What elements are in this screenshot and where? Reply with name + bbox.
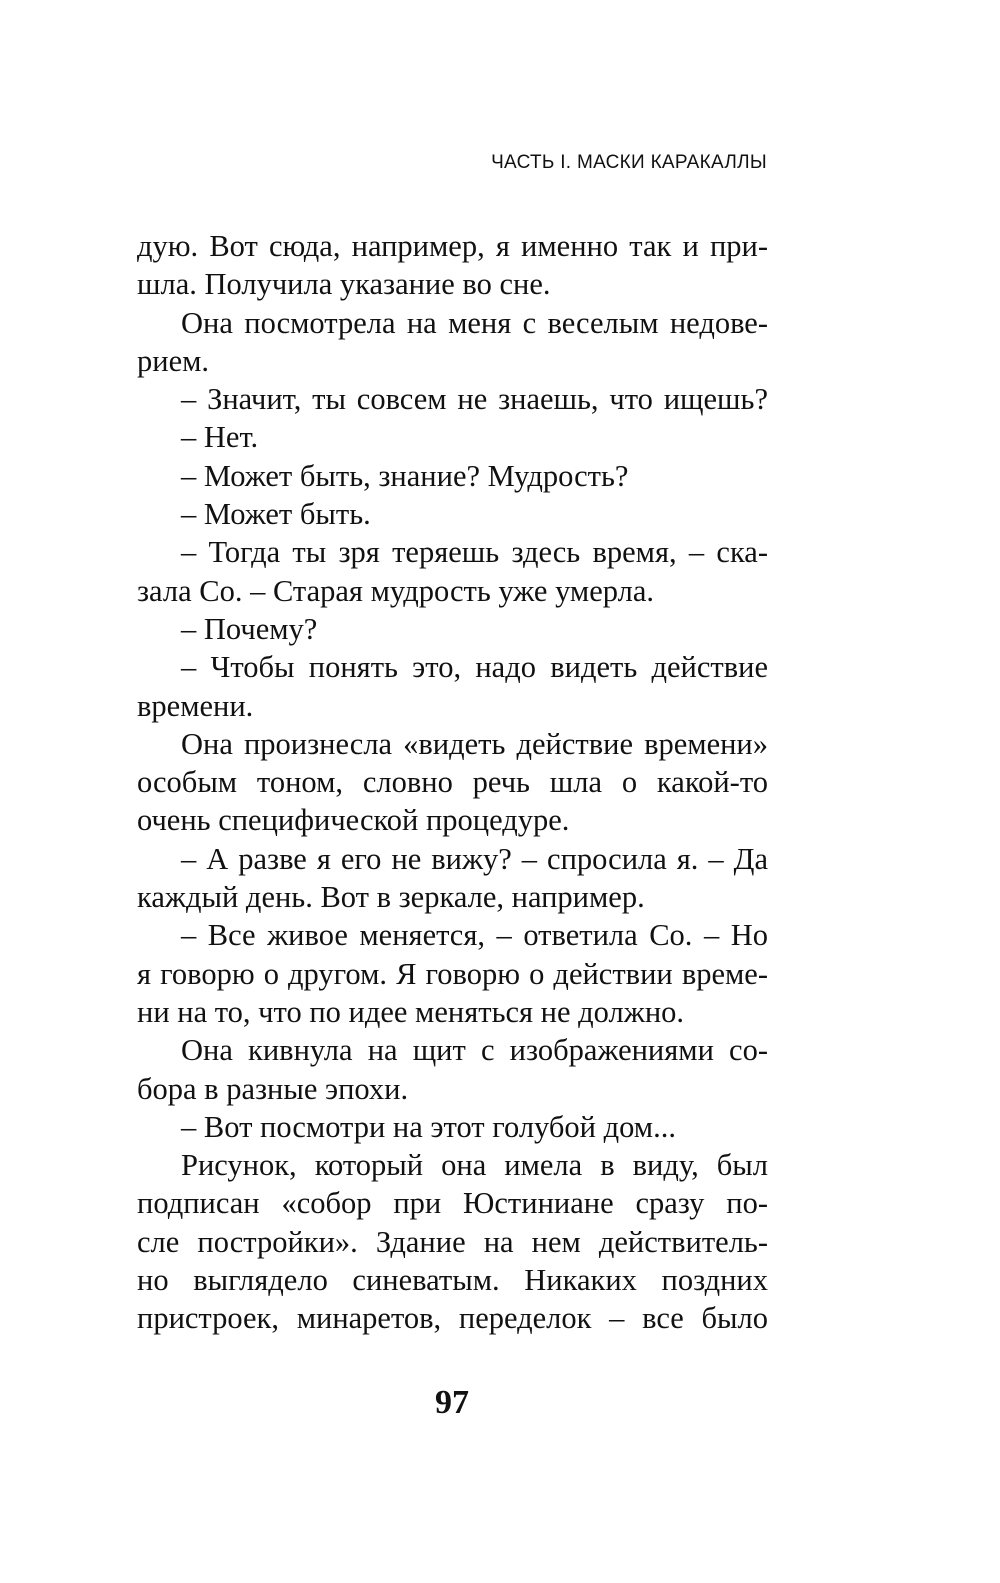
text-line: времени. [137,688,254,723]
text-line: Она посмотрела на меня с веселым недове- [181,305,768,340]
text-line: шла. Получила указание во сне. [137,267,551,302]
text-line: каждый день. Вот в зеркале, например. [137,880,645,915]
text-line: – Вот посмотри на этот голубой дом... [181,1109,676,1144]
text-line: – Значит, ты совсем не знаешь, что ищешь? [181,382,768,417]
text-line: рием. [137,343,210,378]
text-line: ни на то, что по идее меняться не должно. [137,994,685,1029]
text-line: сле постройки». Здание на нем действитель- [137,1224,768,1259]
running-head: ЧАСТЬ I. МАСКИ КАРАКАЛЛЫ [491,152,767,173]
text-line: дую. Вот сюда, например, я именно так и при- [137,229,768,263]
text-line: пристроек, минаретов, переделок – все было [137,1301,768,1336]
text-line: но выглядело синеватым. Никаких поздних [137,1263,768,1298]
text-line: я говорю о другом. Я говорю о действии време- [137,956,768,991]
body-text [137,227,768,1338]
text-line: – Чтобы понять это, надо видеть действие [181,650,768,685]
text-line: – А разве я его не вижу? – спросила я. – Да [181,841,768,876]
text-line: – Все живое меняется, – ответила Со. – Но [181,918,768,953]
text-line: бора в разные эпохи. [137,1071,409,1106]
text-line: особым тоном, словно речь шла о какой-то [137,765,768,800]
text-line: Рисунок, который она имела в виду, был [181,1148,768,1183]
text-line: Она кивнула на щит с изображениями со- [181,1033,768,1068]
text-line: – Нет. [181,420,259,455]
text-line: зала Со. – Старая мудрость уже умерла. [137,573,654,608]
text-line: – Тогда ты зря теряешь здесь время, – ска- [181,535,768,570]
text-line: подписан «собор при Юстиниане сразу по- [137,1186,768,1221]
text-line: Она произнесла «видеть действие времени» [181,726,768,761]
text-line: – Почему? [181,611,318,646]
page-number: 97 [435,1384,469,1421]
text-line: – Может быть, знание? Мудрость? [181,458,629,493]
text-line: очень специфической процедуре. [137,803,570,838]
text-line: – Может быть. [181,497,371,532]
